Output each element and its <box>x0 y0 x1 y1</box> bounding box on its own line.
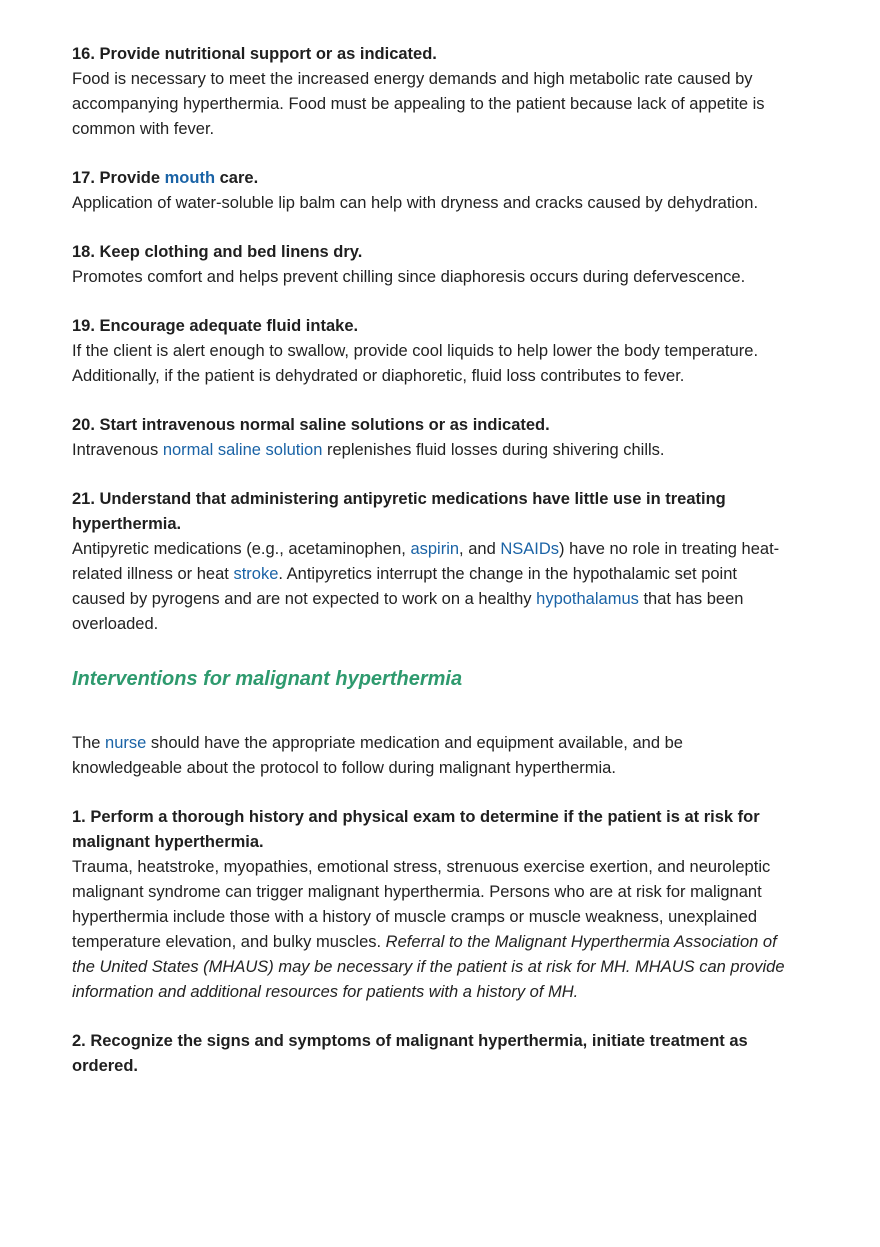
item-heading <box>72 166 794 191</box>
item-18 <box>72 240 794 290</box>
aspirin-link[interactable]: aspirin <box>410 540 460 558</box>
mouth-link[interactable]: mouth <box>164 169 216 187</box>
item-16 <box>72 42 794 142</box>
item-19 <box>72 314 794 389</box>
heading-text: 17. Provide <box>72 169 165 187</box>
hypothalamus-link[interactable]: hypothalamus <box>536 590 639 608</box>
item-heading: 1. Perform a thorough history and physical exam to determine if the patient is at risk for malignant hyperthermia. <box>72 808 760 851</box>
intro-text: should have the appropriate medication and equipment available, and be knowledgeable about the protocol to follow during malignant hyperthermia. <box>72 734 683 777</box>
normal-saline-solution-link[interactable]: normal saline solution <box>162 441 323 459</box>
body-text: Trauma, heatstroke, myopathies, emotional stress, strenuous exercise exertion, and neuroleptic malignant syndrome can trigger malignant hyperthermia. Persons who are at risk for malignant hyperthermia include those with a history of muscle cramps or muscle weakness, unexplained temperature elevation, and bulky muscles. <box>72 858 771 951</box>
nsaids-link[interactable]: NSAIDs <box>500 540 560 558</box>
heading-text: care. <box>215 169 259 187</box>
body-italic-text: Referral to the Malignant Hyperthermia Association of the United States (MHAUS) may be necessary if the patient is at risk for MH. MHAUS can provide information and additional resources for patients with a history of MH. <box>72 933 785 1001</box>
item-heading: 16. Provide nutritional support or as indicated. <box>72 45 437 63</box>
item-body: Application of water-soluble lip balm can help with dryness and cracks caused by dehydration. <box>72 194 759 212</box>
section-intro <box>72 731 794 781</box>
item-heading: 19. Encourage adequate fluid intake. <box>72 317 359 335</box>
body-text: . Antipyretics interrupt the change in the hypothalamic set point caused by pyrogens and are not expected to work on a healthy <box>72 565 737 608</box>
mh-item-2 <box>72 1029 794 1079</box>
item-heading: 20. Start intravenous normal saline solutions or as indicated. <box>72 416 550 434</box>
section-title: Interventions for malignant hyperthermia <box>72 668 463 690</box>
body-text: , and <box>459 540 501 558</box>
item-17 <box>72 166 794 216</box>
item-21 <box>72 487 794 637</box>
item-body <box>72 537 794 637</box>
nurse-link[interactable]: nurse <box>105 734 147 752</box>
item-20 <box>72 413 794 463</box>
stroke-link[interactable]: stroke <box>233 565 279 583</box>
item-heading: 21. Understand that administering antipyretic medications have little use in treating hyperthermia. <box>72 490 726 533</box>
item-body: Food is necessary to meet the increased energy demands and high metabolic rate caused by accompanying hyperthermia. Food must be appealing to the patient because lack of appetite is common with fever. <box>72 70 765 138</box>
body-text: Intravenous <box>72 441 163 459</box>
body-text: ) have no role in treating heat-related illness or heat <box>72 540 780 583</box>
item-heading: 2. Recognize the signs and symptoms of malignant hyperthermia, initiate treatment as ordered. <box>72 1032 748 1075</box>
item-body: Promotes comfort and helps prevent chilling since diaphoresis occurs during defervescence. <box>72 268 746 286</box>
intro-text: The <box>72 734 106 752</box>
body-text: Antipyretic medications (e.g., acetaminophen, <box>72 540 411 558</box>
item-body <box>72 855 794 1005</box>
body-text: that has been overloaded. <box>72 590 744 633</box>
item-body: If the client is alert enough to swallow, provide cool liquids to help lower the body temperature. Additionally, if the patient is dehydrated or diaphoretic, fluid loss contributes to fever. <box>72 342 759 385</box>
item-heading: 18. Keep clothing and bed linens dry. <box>72 243 363 261</box>
mh-item-1 <box>72 805 794 1005</box>
body-text: replenishes fluid losses during shivering chills. <box>322 441 665 459</box>
item-body <box>72 438 794 463</box>
